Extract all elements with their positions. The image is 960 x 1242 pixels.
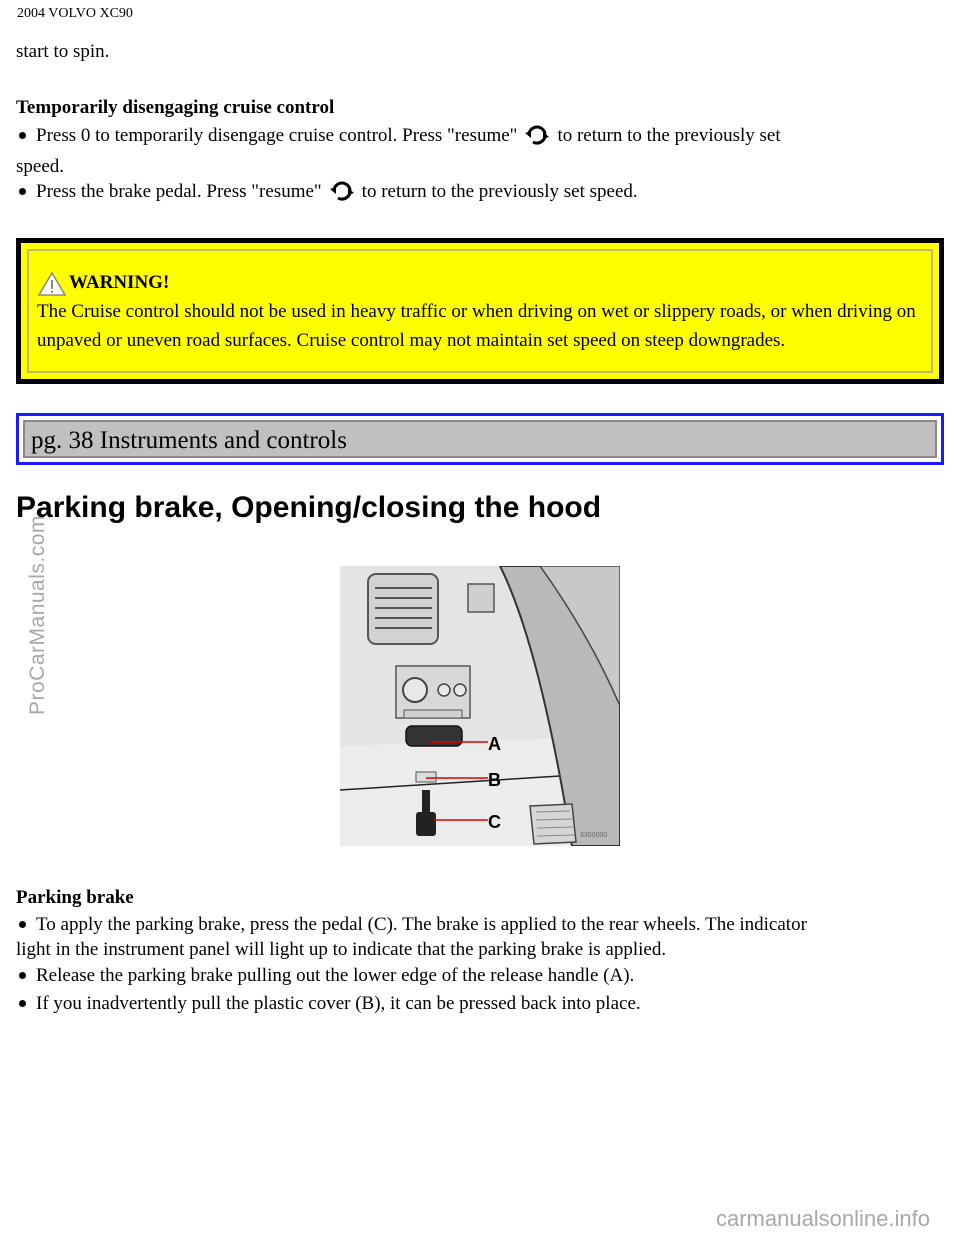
bullet-icon xyxy=(19,188,26,195)
cruise-bullet-1-continued: speed. xyxy=(16,156,65,177)
page-banner xyxy=(16,413,944,465)
parking-bullet-3 xyxy=(16,990,940,1018)
parking-heading: Parking brake xyxy=(16,887,134,908)
parking-bullet-1 xyxy=(16,911,940,939)
resume-icon xyxy=(523,121,551,149)
parking-bullet-3-text: If you inadvertently pull the plastic cover (B), it can be pressed back into place. xyxy=(36,993,641,1014)
resume-icon xyxy=(328,177,356,205)
figure-label-b: B xyxy=(488,770,501,790)
parking-bullet-2-text: Release the parking brake pulling out the lower edge of the release handle (A). xyxy=(36,965,635,986)
warning-title xyxy=(37,263,923,297)
warning-triangle-icon xyxy=(37,271,67,297)
cruise-bullet-2 xyxy=(16,178,940,206)
figure-label-c: C xyxy=(488,812,501,832)
section-title: Parking brake, Opening/closing the hood xyxy=(16,491,602,524)
bullet-icon xyxy=(19,921,26,928)
figure-label-a: A xyxy=(488,734,501,754)
cruise-bullet-2-text-a: Press the brake pedal. Press "resume" xyxy=(36,181,322,202)
warning-title-text: WARNING! xyxy=(69,272,170,293)
parking-bullet-2 xyxy=(16,962,940,990)
parking-brake-illustration xyxy=(340,566,620,846)
cruise-bullet-1-text-b: to return to the previously set xyxy=(557,125,781,146)
warning-inner xyxy=(27,249,933,373)
parking-brake-figure xyxy=(340,566,620,846)
warning-box xyxy=(16,238,944,384)
bullet-icon xyxy=(19,132,26,139)
watermark-procarmanuals: ProCarManuals.com xyxy=(26,515,49,715)
figure-code: 3300000 xyxy=(580,832,608,839)
document-header: 2004 VOLVO XC90 xyxy=(17,6,133,21)
parking-bullet-1-text: To apply the parking brake, press the pedal (C). The brake is applied to the rear wheels. The indicator xyxy=(36,914,807,935)
cruise-bullet-2-text-b: to return to the previously set speed. xyxy=(361,181,638,202)
cruise-heading: Temporarily disengaging cruise control xyxy=(16,97,335,118)
cruise-bullet-1-text-a: Press 0 to temporarily disengage cruise control. Press "resume" xyxy=(36,125,518,146)
cruise-bullet-1 xyxy=(16,122,940,150)
parking-bullet-1-continued: light in the instrument panel will light up to indicate that the parking brake is applied. xyxy=(16,939,667,960)
bullet-icon xyxy=(19,972,26,979)
intro-text: start to spin. xyxy=(16,41,110,62)
bullet-icon xyxy=(19,1000,26,1007)
page-banner-text: pg. 38 Instruments and controls xyxy=(23,420,937,458)
warning-text: The Cruise control should not be used in heavy traffic or when driving on wet or slippery roads, or when driving on unpaved or uneven road surfaces. Cruise control may not maintain set speed on steep downgrades. xyxy=(37,301,916,351)
watermark-carmanualsonline: carmanualsonline.info xyxy=(715,1206,930,1231)
